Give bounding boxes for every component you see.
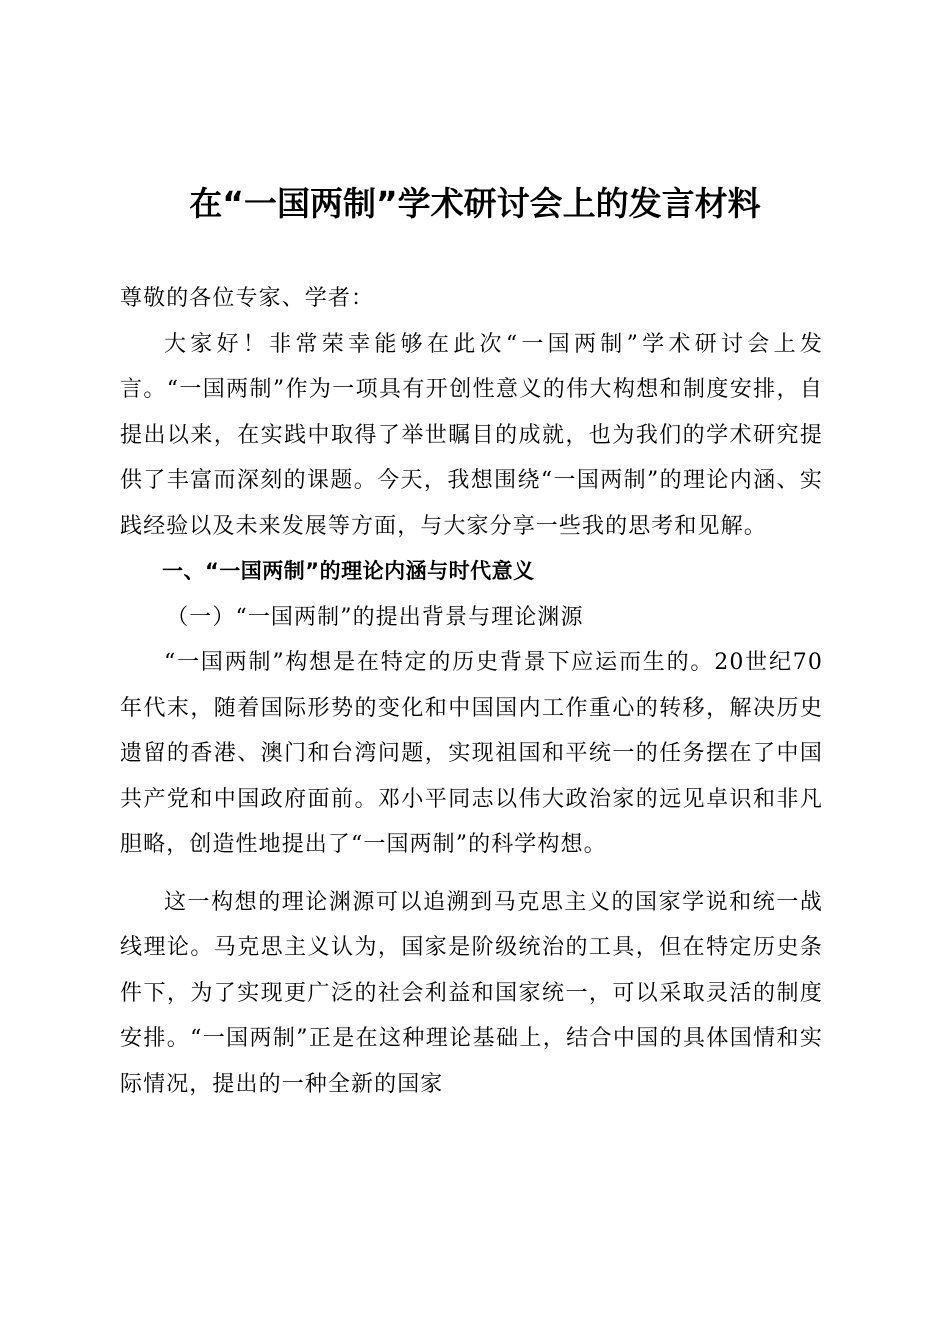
opening-paragraph: 大家好！非常荣幸能够在此次“一国两制”学术研讨会上发言。“一国两制”作为一项具有开创性意义的伟大构想和制度安排，自提出以来，在实践中取得了举世瞩目的成就，也为我们的学术研究提供了丰富而深刻的课题。今天，我想围绕“一国两制”的理论内涵、实践经验以及未来发展等方面，与大家分享一些我的思考和见解。 xyxy=(120,331,823,539)
body-paragraph: 这一构想的理论渊源可以追溯到马克思主义的国家学说和统一战线理论。马克思主义认为，国家是阶级统治的工具，但在特定历史条件下，为了实现更广泛的社会利益和国家统一，可以采取灵活的制度安排。“一国两制”正是在这种理论基础上，结合中国的具体国情和实际情况，提出的一种全新的国家 xyxy=(120,889,823,1097)
document-title: 在“一国两制”学术研讨会上的发言材料 xyxy=(189,184,761,223)
subsection-heading: （一）“一国两制”的提出背景与理论渊源 xyxy=(166,604,584,630)
salutation: 尊敬的各位专家、学者： xyxy=(120,286,375,311)
section-heading: 一、“一国两制”的理论内涵与时代意义 xyxy=(162,559,535,583)
document-body xyxy=(120,276,823,1107)
body-paragraph: “一国两制”构想是在特定的历史背景下应运而生的。20世纪70年代末，随着国际形势的变化和中国国内工作重心的转移，解决历史遗留的香港、澳门和台湾问题，实现祖国和平统一的任务摆在了中国共产党和中国政府面前。邓小平同志以伟大政治家的远见卓识和非凡胆略，创造性地提出了“一国两制”的科学构想。 xyxy=(120,650,823,857)
